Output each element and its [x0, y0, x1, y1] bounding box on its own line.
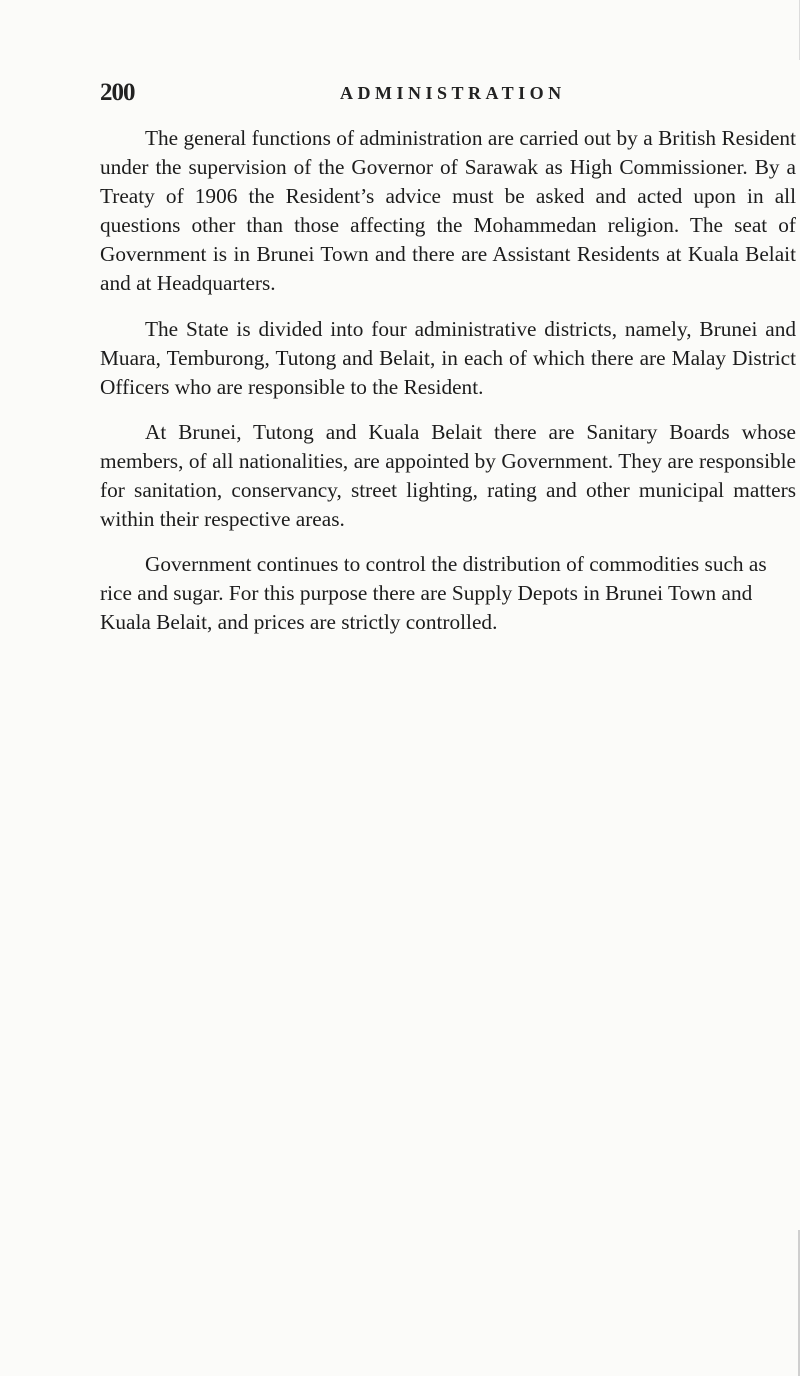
page-header: [100, 79, 760, 109]
body-text: [100, 124, 796, 654]
paragraph-administration-functions: The general functions of administration are carried out by a British Resident under the supervision of the Governor of Sarawak as High Commissioner. By a Treaty of 1906 the Resident’s advice must be asked and acted upon in all questions other than those affecting the Mohammedan religion. The seat of Government is in Brunei Town and there are Assistant Residents at Kuala Belait and at Headquarters.: [100, 126, 796, 296]
running-head: ADMINISTRATION: [340, 83, 566, 103]
page-number: 200: [100, 79, 135, 106]
paragraph-commodities: Government continues to control the distribution of commodities such as rice and sugar. For this purpose there are Supply Depots in Brunei Town and Kuala Belait, and prices are strictly controlled.: [100, 552, 767, 635]
paragraph-districts: The State is divided into four administrative districts, namely, Brunei and Muara, Temburong, Tutong and Belait, in each of which there are Malay District Officers who are responsible to the Resident.: [100, 316, 796, 399]
paragraph-sanitary-boards: At Brunei, Tutong and Kuala Belait there are Sanitary Boards whose members, of all nationalities, are appointed by Government. They are responsible for sanitation, conservancy, street lighting, rating and other municipal matters within their respective areas.: [100, 419, 796, 532]
